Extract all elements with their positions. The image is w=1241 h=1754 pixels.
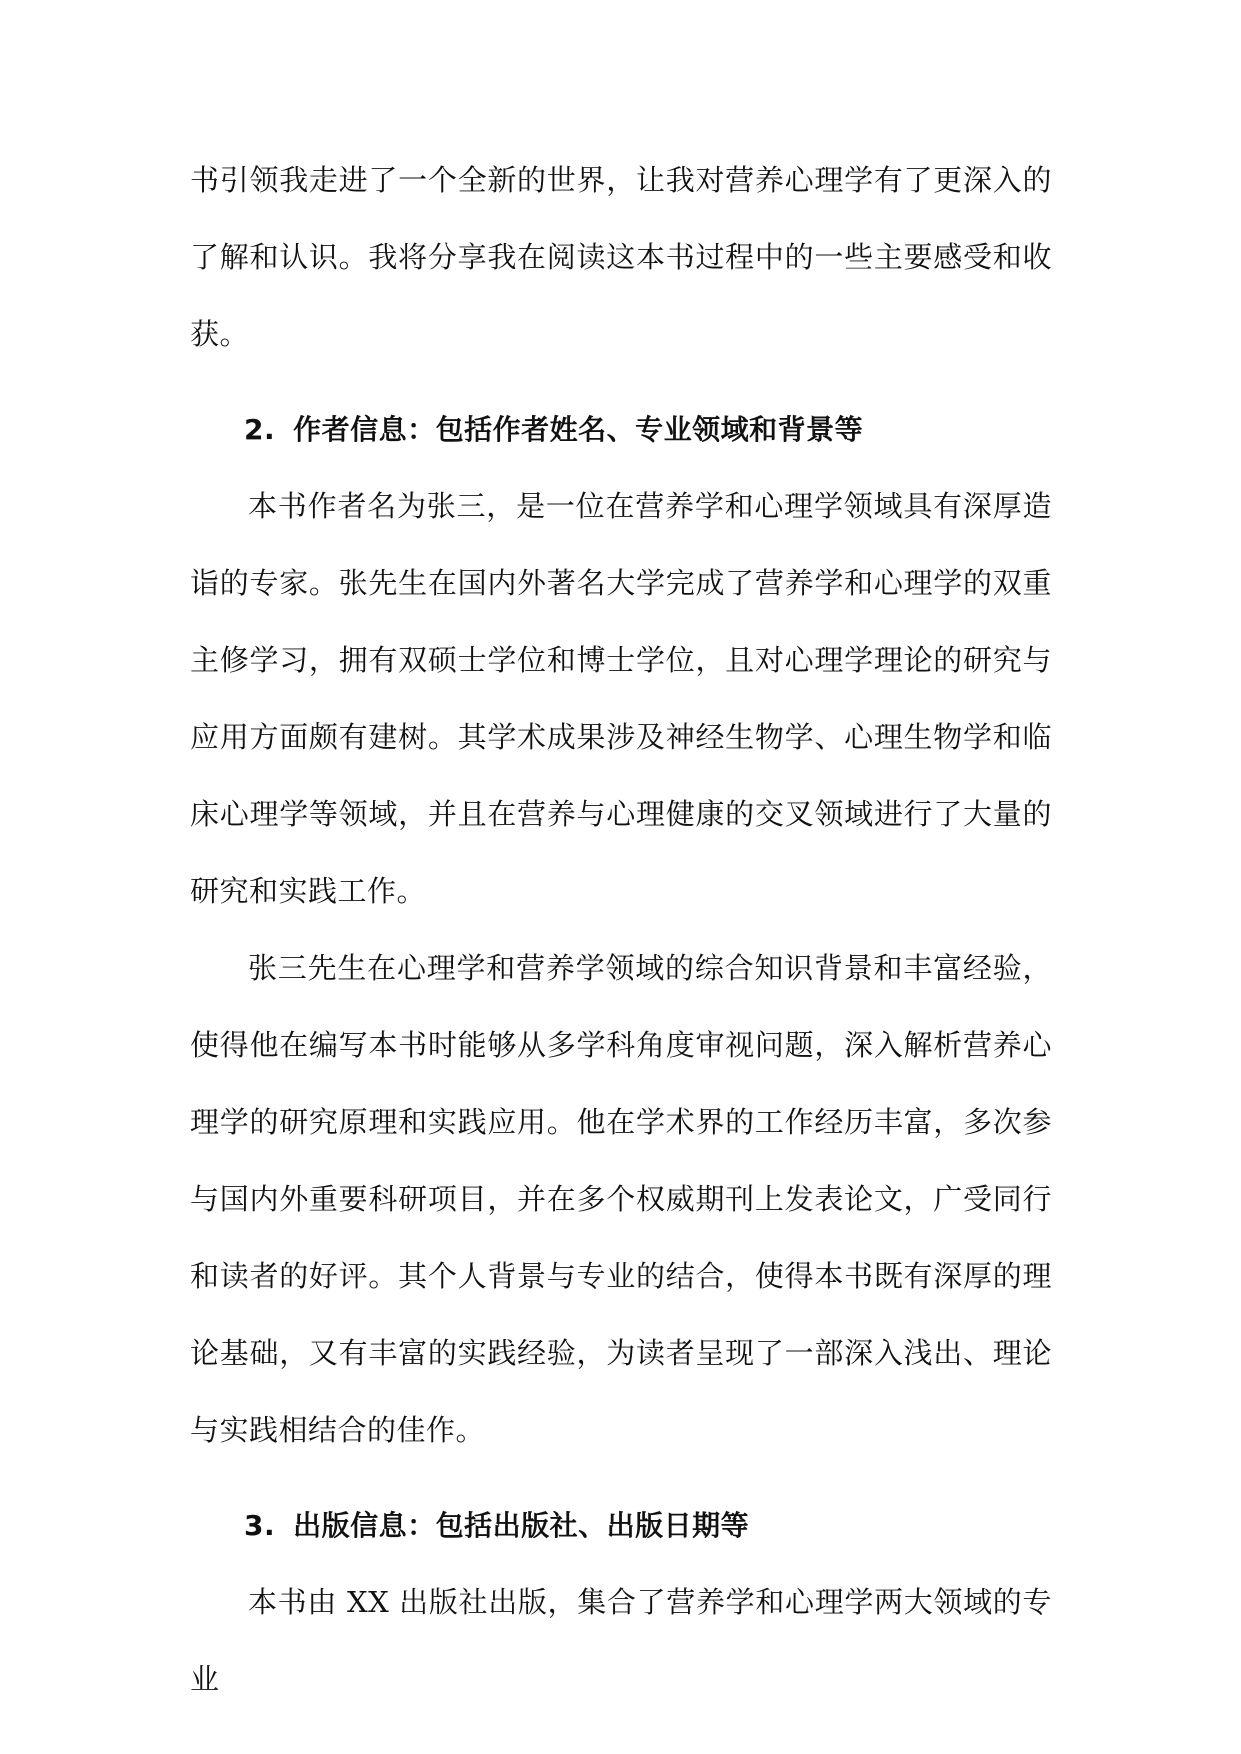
section-title: 作者信息：包括作者姓名、专业领域和背景等 — [293, 413, 864, 446]
section-title: 出版信息：包括出版社、出版日期等 — [293, 1509, 750, 1542]
section-number: 3. — [244, 1509, 276, 1542]
section-heading-author — [190, 391, 1052, 468]
author-paragraph-1: 本书作者名为张三，是一位在营养学和心理学领域具有深厚造诣的专家。张先生在国内外著名大学完成了营养学和心理学的双重主修学习，拥有双硕士学位和博士学位，且对心理学理论的研究与应用方面颇有建树。其学术成果涉及神经生物学、心理生物学和临床心理学等领域，并且在营养与心理健康的交叉领域进行了大量的研究和实践工作。 — [190, 489, 1052, 908]
section-number: 2. — [244, 413, 276, 446]
intro-paragraph: 书引领我走进了一个全新的世界，让我对营养心理学有了更深入的了解和认识。我将分享我在阅读这本书过程中的一些主要感受和收获。 — [190, 163, 1052, 351]
document-body — [190, 142, 1052, 1718]
publication-paragraph-1: 本书由 XX 出版社出版，集合了营养学和心理学两大领域的专业 — [190, 1585, 1052, 1696]
author-paragraph-2: 张三先生在心理学和营养学领域的综合知识背景和丰富经验，使得他在编写本书时能够从多学科角度审视问题，深入解析营养心理学的研究原理和实践应用。他在学术界的工作经历丰富，多次参与国内外重要科研项目，并在多个权威期刊上发表论文，广受同行和读者的好评。其个人背景与专业的结合，使得本书既有深厚的理论基础，又有丰富的实践经验，为读者呈现了一部深入浅出、理论与实践相结合的佳作。 — [190, 951, 1052, 1447]
section-heading-publication — [190, 1487, 1052, 1564]
